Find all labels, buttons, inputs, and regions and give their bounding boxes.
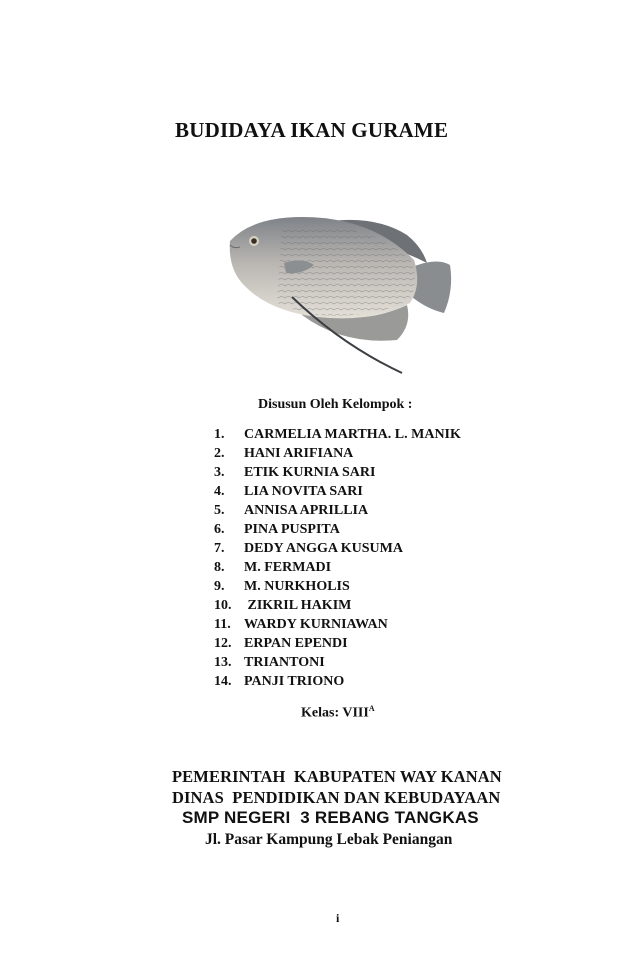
item-number: 3. xyxy=(214,465,225,480)
document-title: BUDIDAYA IKAN GURAME xyxy=(175,118,449,142)
compiled-by-heading: Disusun Oleh Kelompok : xyxy=(258,397,413,412)
member-name: ZIKRIL HAKIM xyxy=(244,598,352,613)
item-number: 8. xyxy=(214,560,225,575)
member-name: M. FERMADI xyxy=(244,560,332,575)
item-number: 4. xyxy=(214,484,225,499)
item-number: 7. xyxy=(214,541,225,556)
list-item xyxy=(214,634,461,653)
list-item xyxy=(214,463,461,482)
item-number: 6. xyxy=(214,522,225,537)
class-section: A xyxy=(368,704,375,713)
item-number: 14. xyxy=(214,674,232,689)
member-name: HANI ARIFIANA xyxy=(244,446,354,461)
member-name: DEDY ANGGA KUSUMA xyxy=(244,541,403,556)
item-number: 11. xyxy=(214,617,231,632)
class-text: Kelas: VIII xyxy=(301,705,369,721)
member-name: ETIK KURNIA SARI xyxy=(244,465,376,480)
item-number: 9. xyxy=(214,579,225,594)
member-name: PINA PUSPITA xyxy=(244,522,340,537)
list-item xyxy=(214,425,461,444)
item-number: 12. xyxy=(214,636,232,651)
list-item xyxy=(214,577,461,596)
list-item xyxy=(214,520,461,539)
list-item xyxy=(214,558,461,577)
member-name: ERPAN EPENDI xyxy=(244,636,348,651)
member-name: CARMELIA MARTHA. L. MANIK xyxy=(244,427,461,442)
list-item xyxy=(214,539,461,558)
page-number: i xyxy=(336,911,340,925)
list-item xyxy=(214,615,461,634)
department-line: DINAS PENDIDIKAN DAN KEBUDAYAAN xyxy=(172,788,501,807)
member-name: LIA NOVITA SARI xyxy=(244,484,363,499)
member-name: ANNISA APRILLIA xyxy=(244,503,369,518)
item-number: 13. xyxy=(214,655,232,670)
list-item xyxy=(214,501,461,520)
member-name: PANJI TRIONO xyxy=(244,674,345,689)
list-item xyxy=(214,672,461,691)
government-line: PEMERINTAH KABUPATEN WAY KANAN xyxy=(172,767,502,786)
member-name: TRIANTONI xyxy=(244,655,325,670)
list-item xyxy=(214,596,461,615)
gourami-fish-icon xyxy=(222,205,457,375)
list-item xyxy=(214,444,461,463)
member-name: M. NURKHOLIS xyxy=(244,579,350,594)
list-item xyxy=(214,653,461,672)
item-number: 2. xyxy=(214,446,225,461)
school-address: Jl. Pasar Kampung Lebak Peniangan xyxy=(205,831,453,848)
item-number: 10. xyxy=(214,598,232,613)
class-label xyxy=(301,704,375,722)
school-name: SMP NEGERI 3 REBANG TANGKAS xyxy=(182,808,479,827)
item-number: 5. xyxy=(214,503,225,518)
member-name: WARDY KURNIAWAN xyxy=(244,617,388,632)
member-list xyxy=(214,425,461,691)
item-number: 1. xyxy=(214,427,225,442)
list-item xyxy=(214,482,461,501)
